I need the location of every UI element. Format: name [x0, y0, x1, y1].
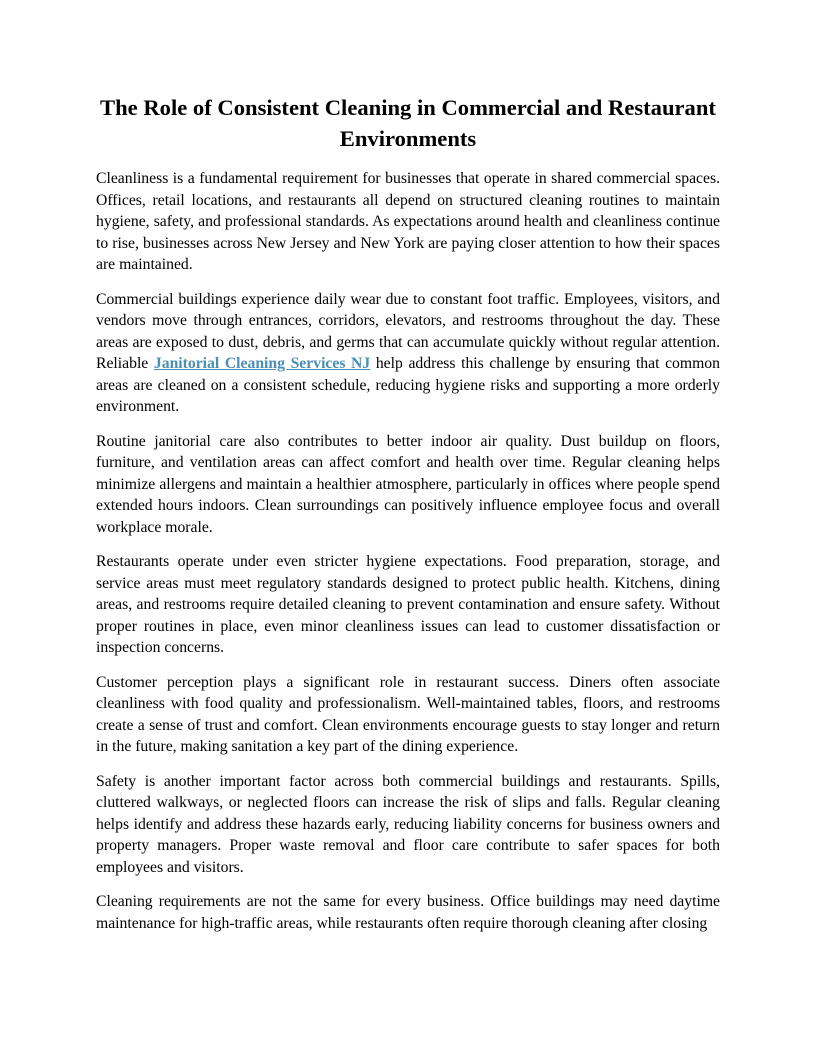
paragraph-customer-perception: Customer perception plays a significant role in restaurant success. Diners often associate cleanliness with food quality and professionalism. Well-maintained tables, floors, and restrooms create a sense of trust and comfort. Clean environments encourage guests to stay longer and return in the future, making sanitation a key part of the dining experience.	[96, 673, 720, 755]
paragraph-text-before-link: Commercial buildings experience daily wear due to constant foot traffic. Employees, visitors, and vendors move through entrances, corridors, elevators, and restrooms throughout the day. These areas are exposed to dust, debris, and germs that can accumulate quickly without regular attention. Reliable	[96, 290, 720, 372]
paragraph-cleaning-requirements: Cleaning requirements are not the same for every business. Office buildings may need daytime maintenance for high-traffic areas, while restaurants often require thorough cleaning after closing	[96, 893, 720, 932]
paragraph-text-after-link: help address this challenge by ensuring that common areas are cleaned on a consistent schedule, reducing hygiene risks and supporting a more orderly environment.	[96, 355, 720, 415]
paragraph-air-quality: Routine janitorial care also contributes to better indoor air quality. Dust buildup on floors, furniture, and ventilation areas can affect comfort and health over time. Regular cleaning helps minimize allergens and maintain a healthier atmosphere, particularly in offices where people spend extended hours indoors. Clean surroundings can positively influence employee focus and overall workplace morale.	[96, 432, 720, 536]
janitorial-services-link[interactable]: Janitorial Cleaning Services NJ	[153, 355, 371, 372]
document-title: The Role of Consistent Cleaning in Commercial and Restaurant Environments	[100, 95, 716, 151]
paragraph-restaurants: Restaurants operate under even stricter hygiene expectations. Food preparation, storage, and service areas must meet regulatory standards designed to protect public health. Kitchens, dining areas, and restrooms require detailed cleaning to prevent contamination and ensure safety. Without proper routines in place, even minor cleanliness issues can lead to customer dissatisfaction or inspection concerns.	[96, 553, 720, 656]
paragraph-intro: Cleanliness is a fundamental requirement for businesses that operate in shared commercial spaces. Offices, retail locations, and restaurants all depend on structured cleaning routines to maintain hygiene, safety, and professional standards. As expectations around health and cleanliness continue to rise, businesses across New Jersey and New York are paying closer attention to how their spaces are maintained.	[96, 170, 720, 273]
document-page	[96, 92, 720, 947]
paragraph-commercial-buildings	[96, 289, 720, 418]
paragraph-safety: Safety is another important factor across both commercial buildings and restaurants. Spills, cluttered walkways, or neglected floors can increase the risk of slips and falls. Regular cleaning helps identify and address these hazards early, reducing liability concerns for business owners and property managers. Proper waste removal and floor care contribute to safer spaces for both employees and visitors.	[96, 772, 720, 876]
